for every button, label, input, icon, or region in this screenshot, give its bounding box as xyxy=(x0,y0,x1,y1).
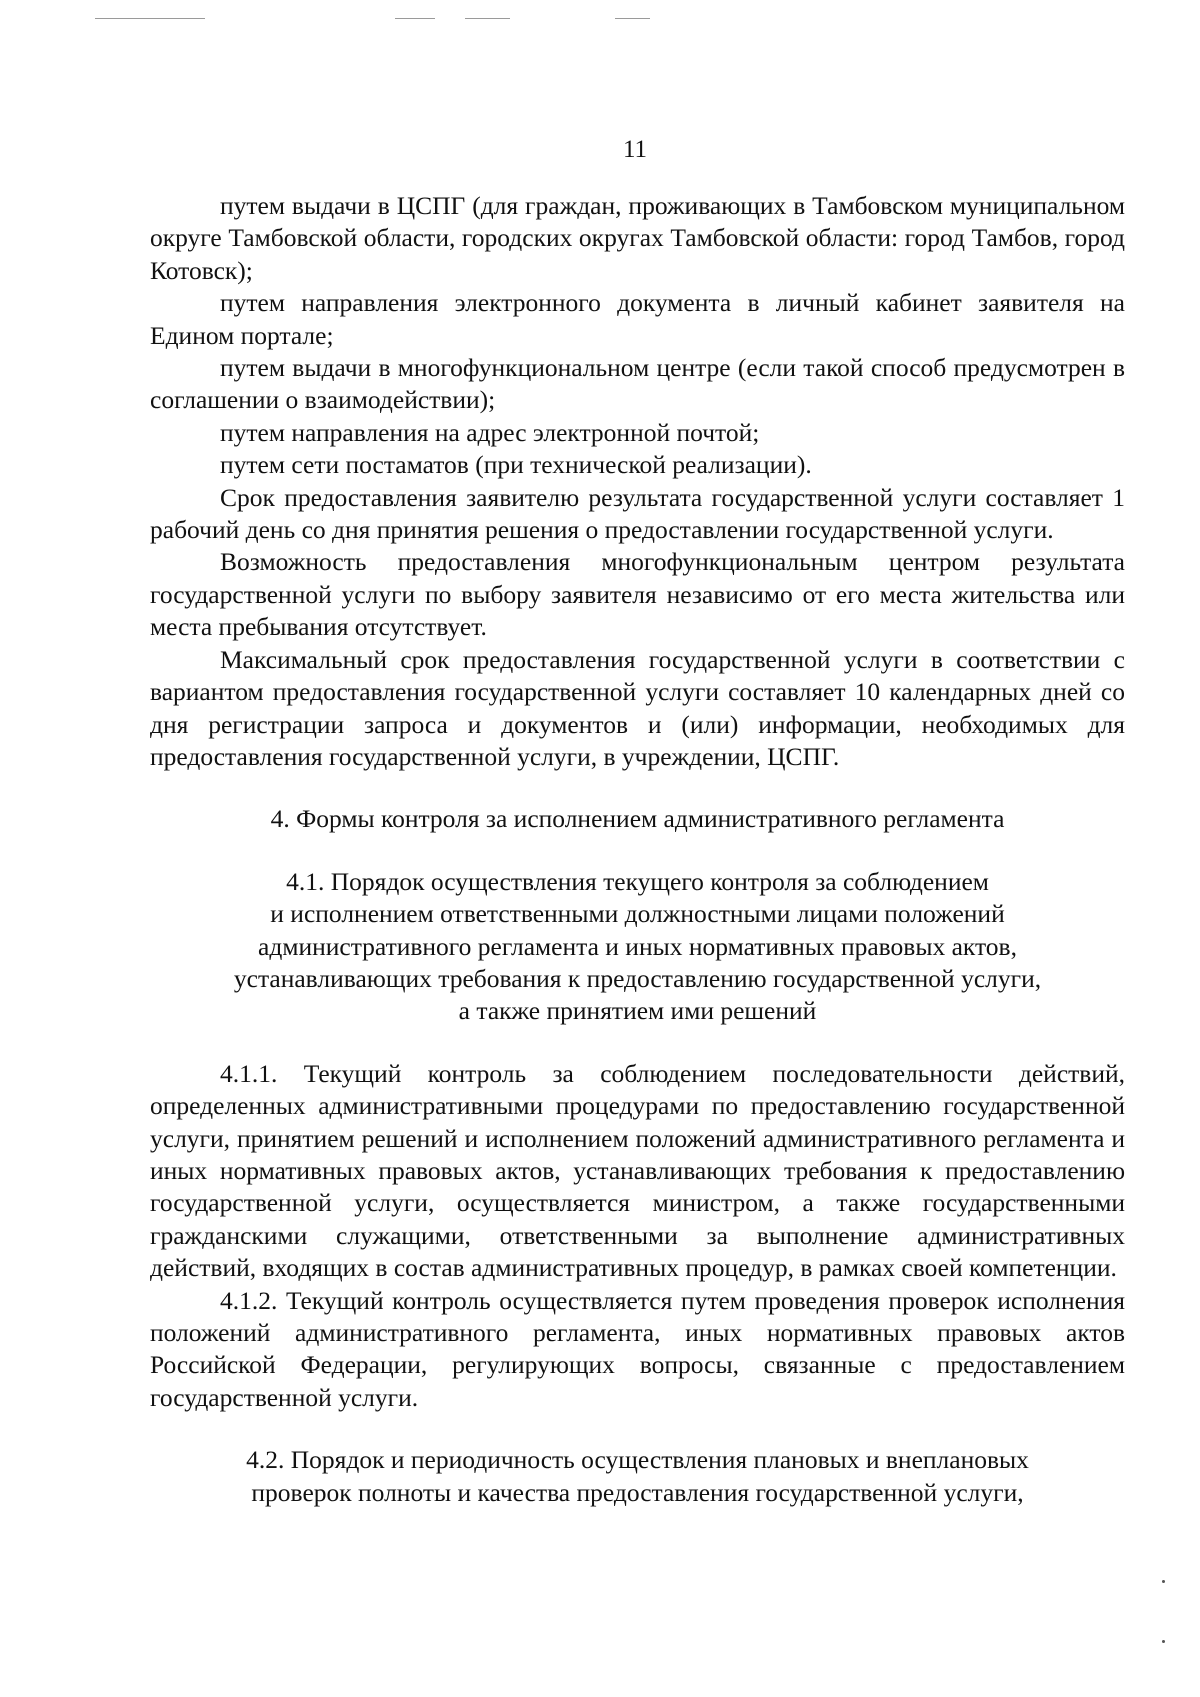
paragraph-2: путем направления электронного документа в личный кабинет заявителя на Едином портале; xyxy=(150,288,1125,350)
paragraph-4-1-2: 4.1.2. Текущий контроль осуществляется путем проведения проверок исполнения положений административного регламента, иных нормативных правовых актов Российской Федерации, регулирующих вопросы, связанные с предоставлением государственной услуги. xyxy=(150,1285,1125,1412)
section-4-1-heading-line: устанавливающих требования к предоставлению государственной услуги, xyxy=(233,963,1042,993)
page-number: 11 xyxy=(622,136,648,163)
paragraph-4-1-1: 4.1.1. Текущий контроль за соблюдением последовательности действий, определенных административными процедурами по предоставлению государственной услуги, принятием решений и исполнением положений административного регламента и иных нормативных правовых актов, устанавливающих требования к предоставлению государственной услуги, осуществляется министром, а также государственными гражданскими служащими, ответственными за выполнение административных действий, входящих в состав административных процедур, в рамках своей компетенции. xyxy=(150,1058,1125,1283)
section-4-1-heading-line: 4.1. Порядок осуществления текущего контроля за соблюдением xyxy=(286,866,989,896)
section-4-1-heading-line: административного регламента и иных нормативных правовых актов, xyxy=(258,931,1017,961)
paragraph-3: путем выдачи в многофункциональном центре (если такой способ предусмотрен в соглашении о взаимодействии); xyxy=(150,353,1125,415)
paragraph-7: Возможность предоставления многофункциональным центром результата государственной услуги по выбору заявителя независимо от его места жительства или места пребывания отсутствует. xyxy=(150,547,1125,642)
section-4-heading: 4. Формы контроля за исполнением административного регламента xyxy=(270,804,1005,834)
section-4-1-heading xyxy=(150,866,1125,1028)
section-4-1-heading-line: и исполнением ответственными должностными лицами положений xyxy=(270,899,1005,929)
paragraph-1: путем выдачи в ЦСПГ (для граждан, проживающих в Тамбовском муниципальном округе Тамбовской области, городских округах Тамбовской области: город Тамбов, город Котовск); xyxy=(150,191,1125,285)
section-4-1-heading-line: а также принятием ими решений xyxy=(458,996,817,1026)
section-4-2-heading-line: проверок полноты и качества предоставления государственной услуги, xyxy=(251,1477,1024,1507)
document-body xyxy=(150,190,1125,1509)
section-4-2-heading xyxy=(150,1444,1125,1509)
paragraph-6: Срок предоставления заявителю результата государственной услуги составляет 1 рабочий день со дня принятия решения о предоставлении государственной услуги. xyxy=(150,482,1125,545)
scan-artifact-marks xyxy=(95,18,695,20)
paragraph-4: путем направления на адрес электронной почтой; xyxy=(220,417,760,447)
section-4-2-heading-line: 4.2. Порядок и периодичность осуществления плановых и внеплановых xyxy=(246,1445,1029,1475)
paragraph-5: путем сети постаматов (при технической реализации). xyxy=(220,450,812,480)
scan-speck xyxy=(1162,1640,1165,1643)
scan-speck xyxy=(1162,1580,1165,1583)
paragraph-8: Максимальный срок предоставления государственной услуги в соответствии с вариантом предоставления государственной услуги составляет 10 календарных дней со дня регистрации запроса и документов и (или) информации, необходимых для предоставления государственной услуги, в учреждении, ЦСПГ. xyxy=(150,644,1125,771)
